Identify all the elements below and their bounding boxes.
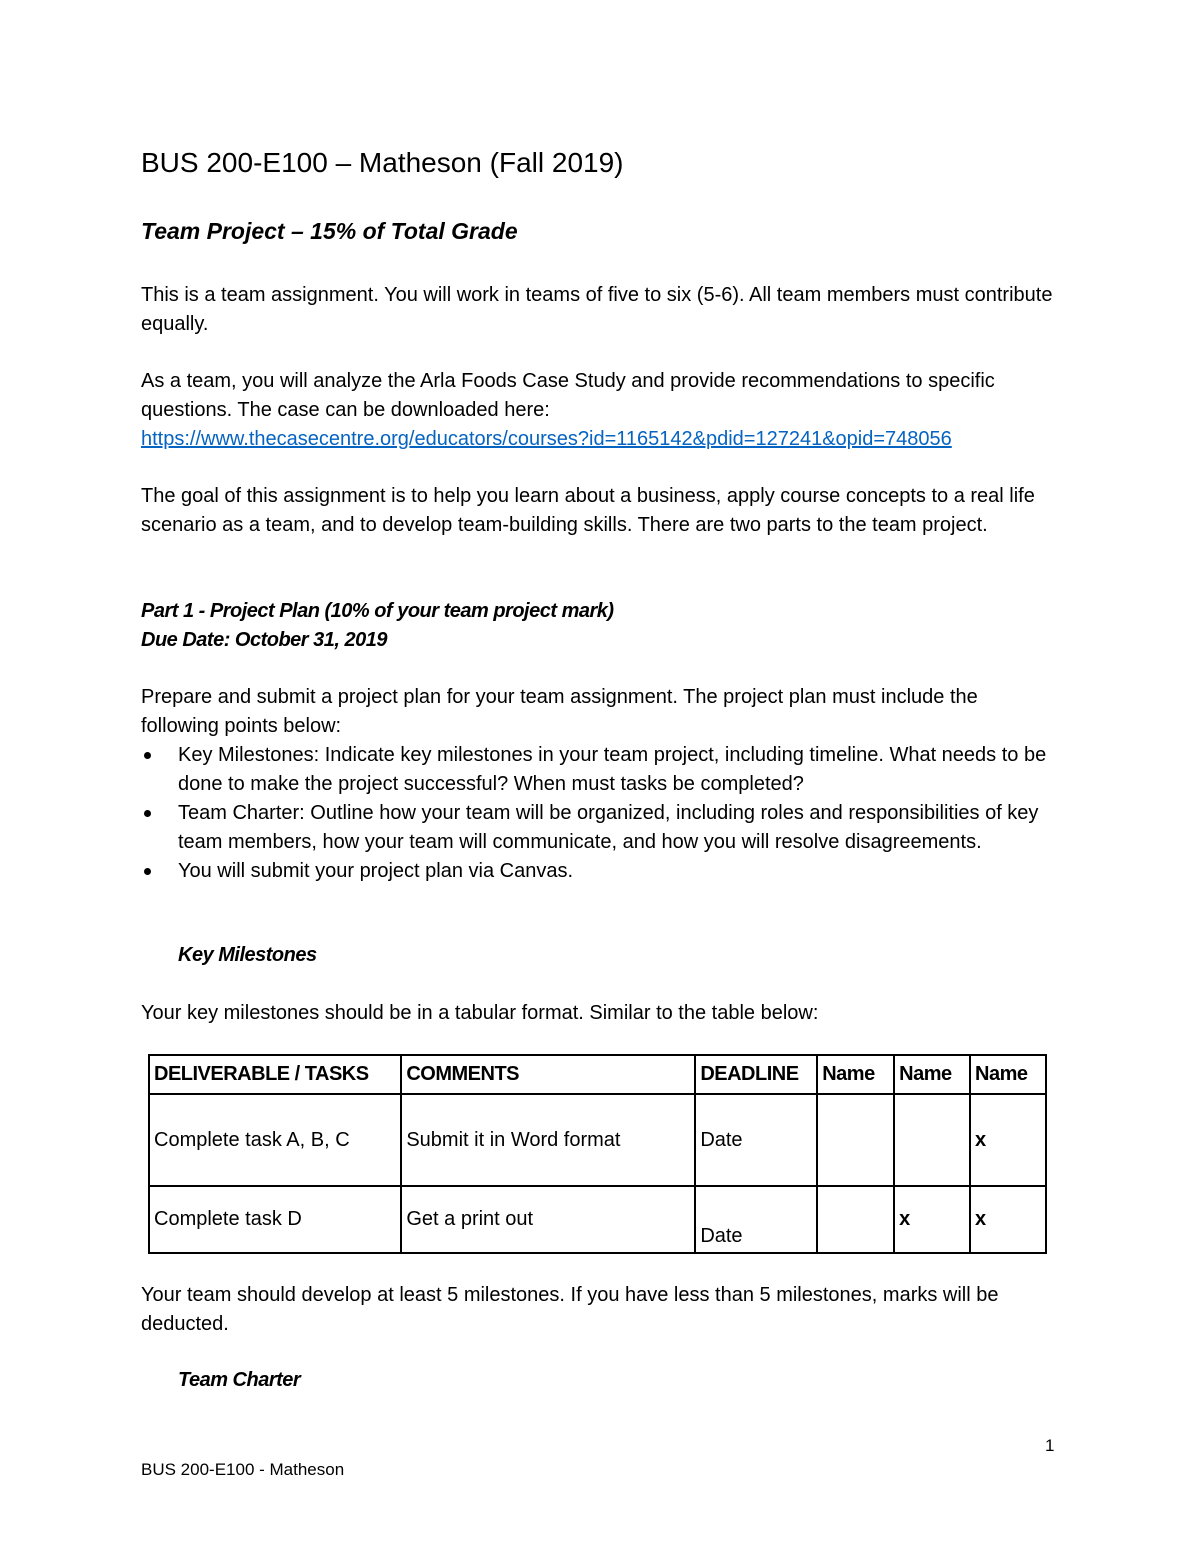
team-charter-heading: Team Charter — [178, 1369, 301, 1391]
header-deliverable: DELIVERABLE / TASKS — [149, 1055, 401, 1094]
goal-paragraph: The goal of this assignment is to help you learn about a business, apply course concepts to a real life scenario as a team, and to develop team-building skills. There are two parts to the team project. — [141, 485, 1035, 536]
header-name-2: Name — [894, 1055, 970, 1094]
case-paragraph: As a team, you will analyze the Arla Foods Case Study and provide recommendations to specific questions. The case can be downloaded here: — [141, 370, 995, 421]
table-cell-name-3: x — [970, 1186, 1046, 1253]
table-row — [149, 1186, 1046, 1253]
table-cell-comment: Get a print out — [401, 1186, 695, 1253]
key-milestones-heading: Key Milestones — [178, 944, 317, 966]
header-name-3: Name — [970, 1055, 1046, 1094]
case-paragraph-block — [141, 367, 1061, 454]
part1-heading: Part 1 - Project Plan (10% of your team project mark) — [141, 600, 614, 622]
milestones-table — [148, 1054, 1047, 1254]
table-cell-task: Complete task A, B, C — [149, 1094, 401, 1186]
page-footer: BUS 200-E100 - Matheson — [141, 1460, 345, 1479]
table-cell-task: Complete task D — [149, 1186, 401, 1253]
document-title: BUS 200-E100 – Matheson (Fall 2019) — [141, 147, 624, 178]
part1-heading-block — [141, 597, 1061, 655]
table-cell-name-3: x — [970, 1094, 1046, 1186]
bullet-team-charter: Team Charter: Outline how your team will be organized, including roles and responsibilities of key team members, how your team will communicate, and how you will resolve disagreements. — [141, 799, 1061, 857]
page-number: 1 — [1045, 1436, 1055, 1455]
milestones-note: Your team should develop at least 5 milestones. If you have less than 5 milestones, marks will be deducted. — [141, 1284, 999, 1335]
table-cell-name-1 — [817, 1186, 894, 1253]
table-row — [149, 1094, 1046, 1186]
header-name-1: Name — [817, 1055, 894, 1094]
plan-paragraph: Prepare and submit a project plan for your team assignment. The project plan must include the following points below: — [141, 686, 978, 737]
milestones-intro: Your key milestones should be in a tabular format. Similar to the table below: — [141, 1002, 819, 1024]
table-cell-comment: Submit it in Word format — [401, 1094, 695, 1186]
part1-due-date: Due Date: October 31, 2019 — [141, 629, 387, 651]
table-cell-name-1 — [817, 1094, 894, 1186]
plan-section — [141, 683, 1061, 886]
plan-bullet-list — [141, 741, 1061, 886]
header-deadline: DEADLINE — [695, 1055, 817, 1094]
table-cell-deadline: Date — [695, 1094, 817, 1186]
table-header-row — [149, 1055, 1046, 1094]
table-cell-deadline: Date — [695, 1186, 817, 1253]
intro-paragraph: This is a team assignment. You will work in teams of five to six (5-6). All team members must contribute equally. — [141, 284, 1053, 335]
bullet-key-milestones: Key Milestones: Indicate key milestones in your team project, including timeline. What needs to be done to make the project successful? When must tasks be completed? — [141, 741, 1061, 799]
table-cell-name-2 — [894, 1094, 970, 1186]
case-download-link[interactable]: https://www.thecasecentre.org/educators/courses?id=1165142&pdid=127241&opid=748056 — [141, 428, 952, 450]
document-subtitle: Team Project – 15% of Total Grade — [141, 218, 518, 244]
table-cell-name-2: x — [894, 1186, 970, 1253]
header-comments: COMMENTS — [401, 1055, 695, 1094]
bullet-submit-canvas: You will submit your project plan via Canvas. — [141, 857, 1061, 886]
